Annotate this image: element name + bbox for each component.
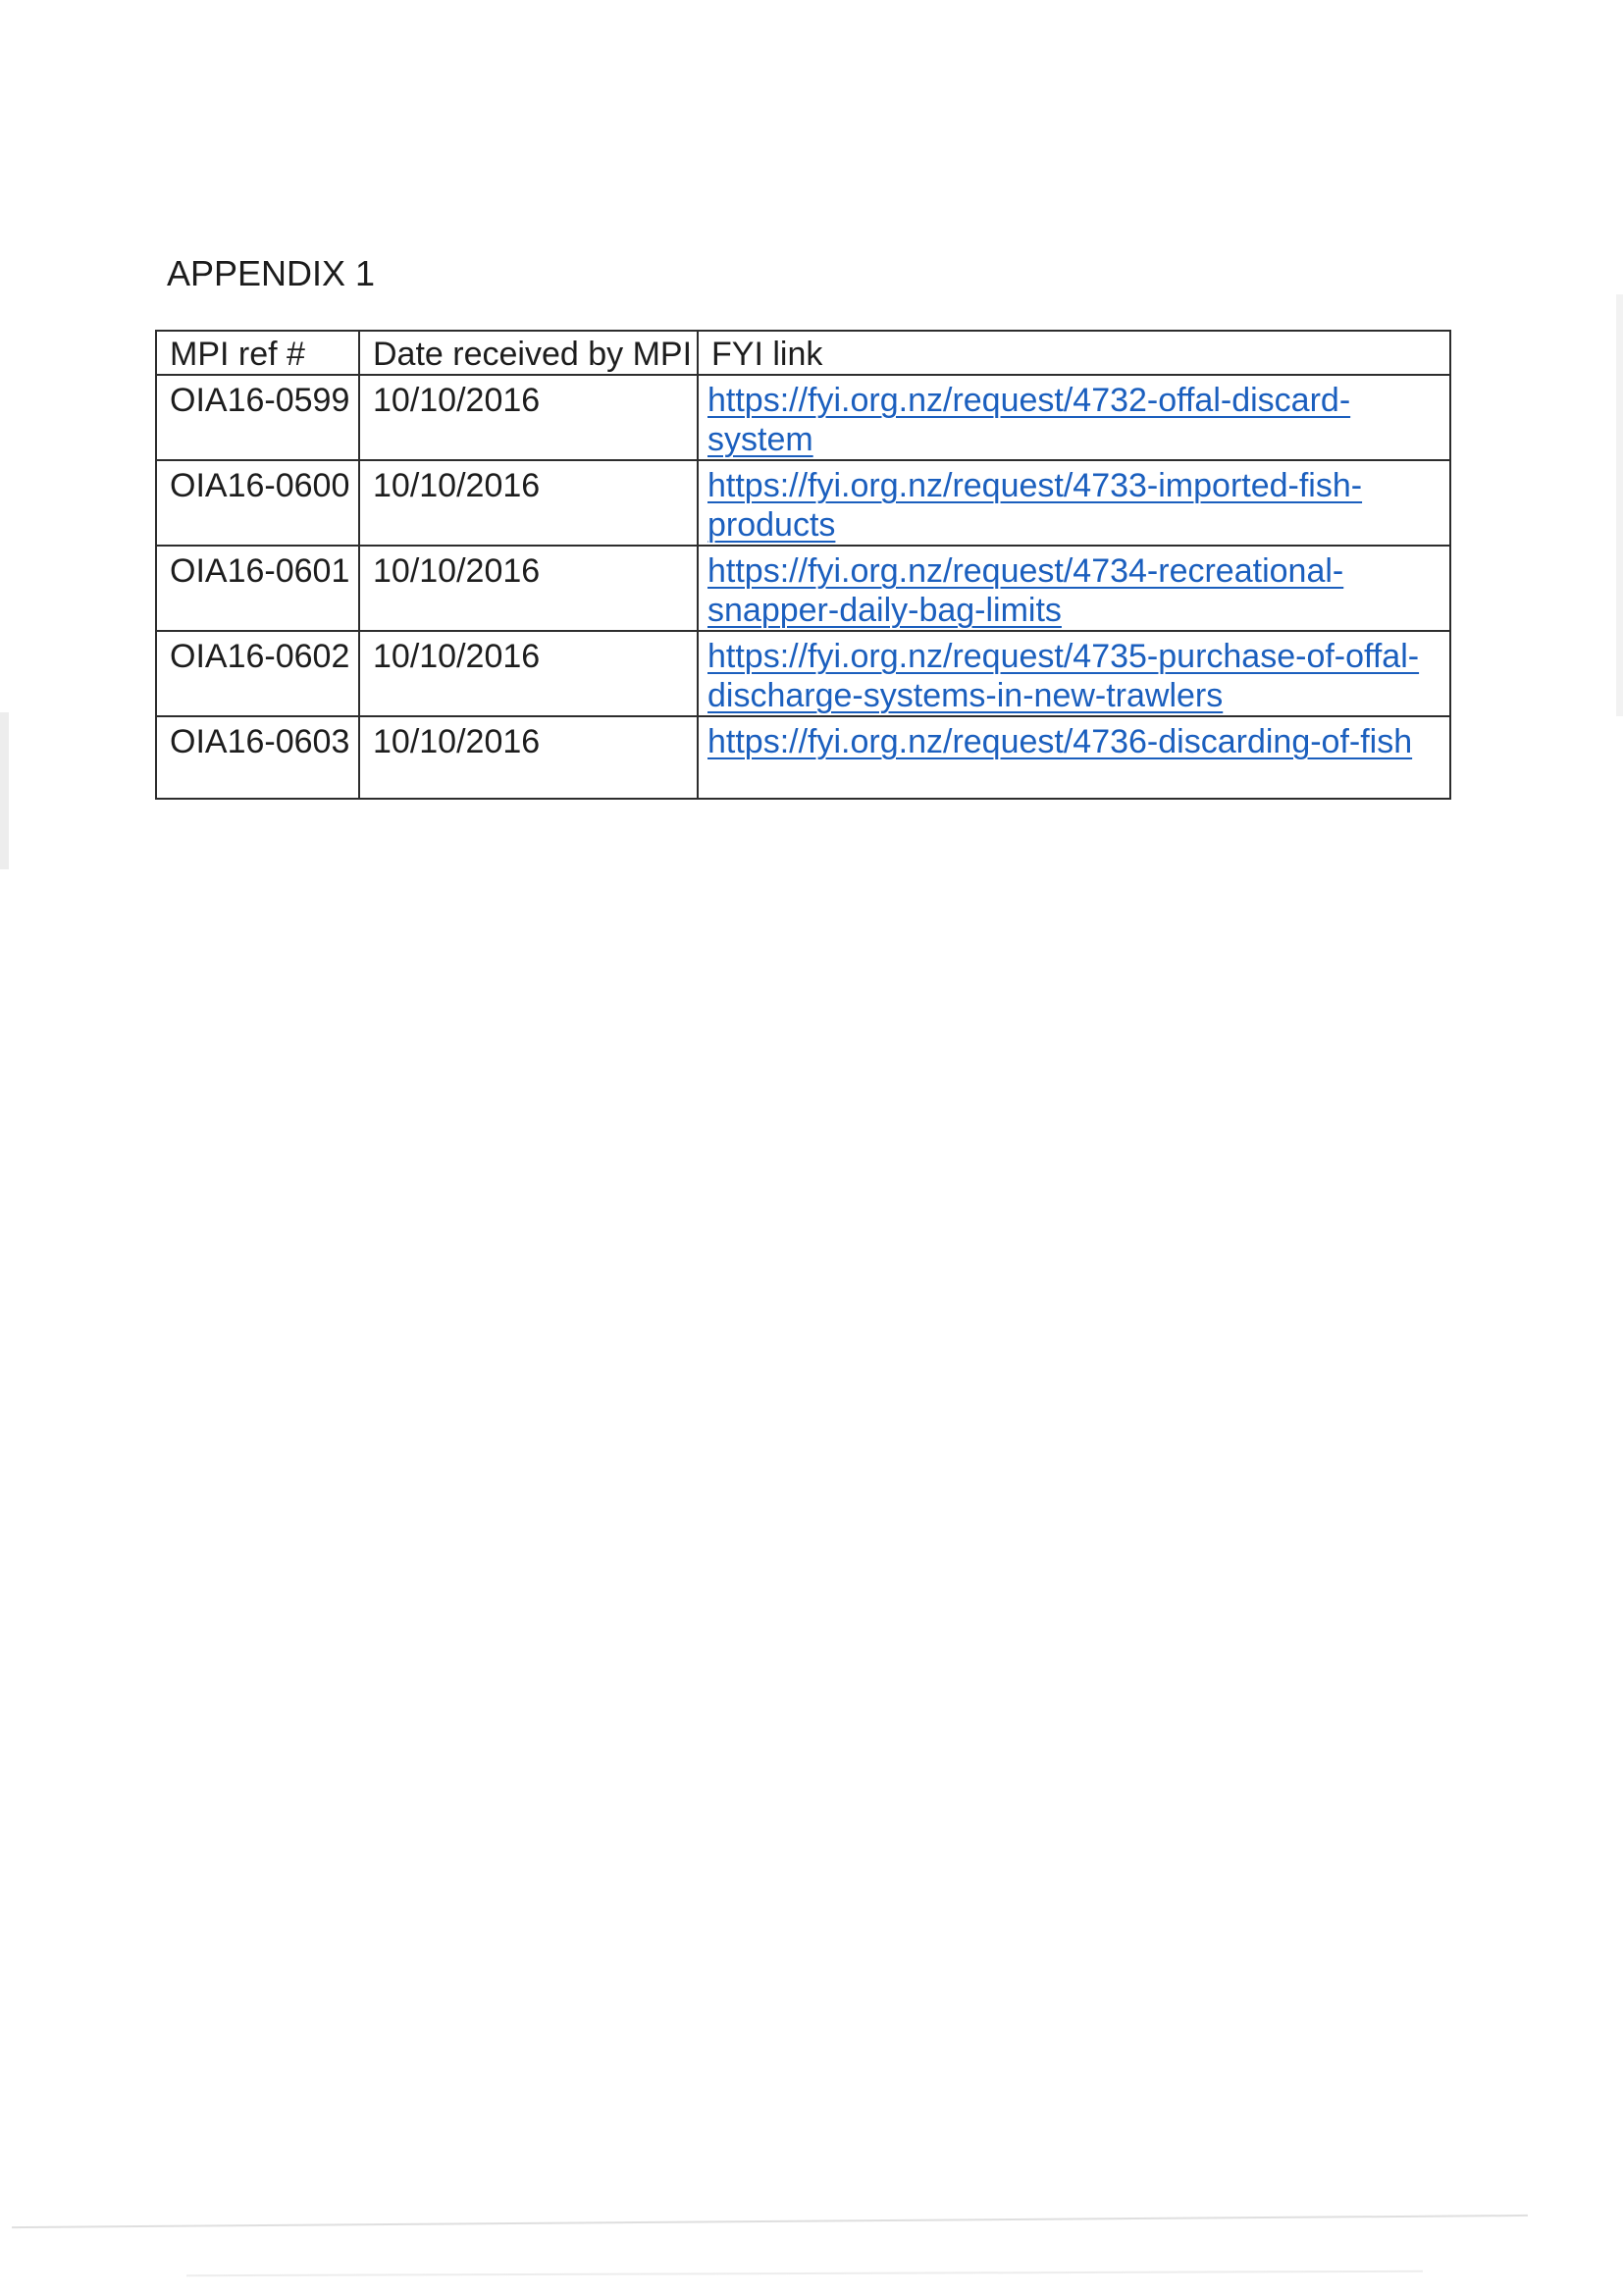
cell-date-received — [359, 460, 698, 546]
cell-date-received — [359, 631, 698, 716]
mpi-ref-value: OIA16-0602 — [170, 638, 350, 675]
cell-fyi-link — [698, 631, 1450, 716]
cell-mpi-ref — [156, 716, 359, 799]
column-header-fyi-link: FYI link — [698, 331, 1450, 375]
table-row — [156, 460, 1450, 546]
oia-requests-table — [155, 330, 1451, 800]
scan-artifact-smudge — [1616, 294, 1623, 716]
page-title: APPENDIX 1 — [167, 253, 376, 293]
cell-mpi-ref — [156, 546, 359, 631]
fyi-link[interactable]: https://fyi.org.nz/request/4734-recreational-snapper-daily-bag-limits — [707, 552, 1344, 629]
mpi-ref-value: OIA16-0603 — [170, 723, 350, 760]
mpi-ref-value: OIA16-0599 — [170, 382, 350, 419]
table-row — [156, 716, 1450, 799]
date-received-value: 10/10/2016 — [373, 382, 541, 419]
date-received-value: 10/10/2016 — [373, 638, 541, 675]
cell-fyi-link — [698, 716, 1450, 799]
cell-fyi-link — [698, 460, 1450, 546]
mpi-ref-value: OIA16-0601 — [170, 552, 350, 590]
column-header-mpi-ref: MPI ref # — [156, 331, 359, 375]
cell-date-received — [359, 546, 698, 631]
table-row — [156, 375, 1450, 460]
fyi-link[interactable]: https://fyi.org.nz/request/4733-imported-fish-products — [707, 467, 1363, 544]
cell-date-received — [359, 375, 698, 460]
cell-fyi-link — [698, 546, 1450, 631]
date-received-value: 10/10/2016 — [373, 552, 541, 590]
fyi-link[interactable]: https://fyi.org.nz/request/4735-purchase-of-offal-discharge-systems-in-new-trawlers — [707, 638, 1420, 714]
date-received-value: 10/10/2016 — [373, 723, 541, 760]
cell-mpi-ref — [156, 631, 359, 716]
cell-mpi-ref — [156, 460, 359, 546]
column-header-date-received: Date received by MPI — [359, 331, 698, 375]
scan-artifact-smudge — [0, 712, 9, 869]
cell-fyi-link — [698, 375, 1450, 460]
cell-mpi-ref — [156, 375, 359, 460]
date-received-value: 10/10/2016 — [373, 467, 541, 504]
mpi-ref-value: OIA16-0600 — [170, 467, 350, 504]
scan-artifact-streak — [186, 2270, 1423, 2276]
scan-artifact-streak — [12, 2215, 1528, 2228]
table-header-row — [156, 331, 1450, 375]
fyi-link[interactable]: https://fyi.org.nz/request/4732-offal-discard-system — [707, 382, 1351, 458]
fyi-link[interactable]: https://fyi.org.nz/request/4736-discarding-of-fish — [707, 723, 1413, 760]
cell-date-received — [359, 716, 698, 799]
table-row — [156, 631, 1450, 716]
table-row — [156, 546, 1450, 631]
